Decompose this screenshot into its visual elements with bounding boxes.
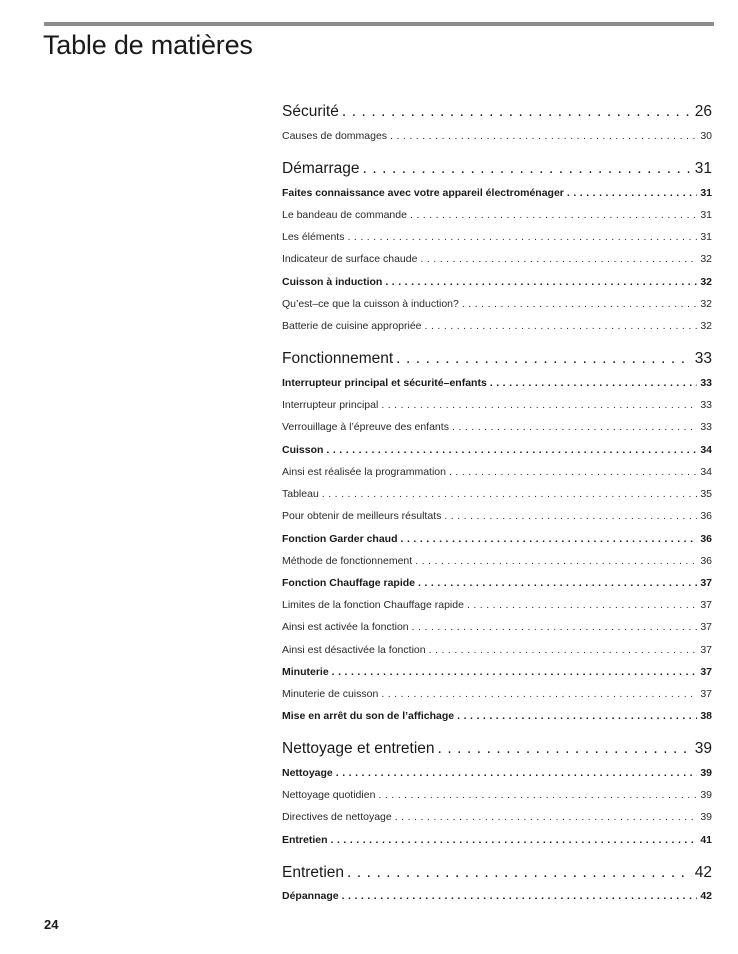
- toc-entry-label: Nettoyage et entretien: [282, 740, 435, 757]
- dot-leader: [457, 710, 697, 722]
- toc-entry-label: Ainsi est activée la fonction: [282, 621, 409, 633]
- toc-section[interactable]: [282, 533, 712, 545]
- toc-subsection[interactable]: [282, 466, 712, 478]
- toc-chapter[interactable]: [282, 160, 712, 178]
- toc-entry-page: 36: [700, 510, 712, 522]
- toc-entry-page: 36: [700, 533, 712, 545]
- toc-chapter[interactable]: [282, 350, 712, 368]
- dot-leader: [490, 377, 698, 389]
- toc-entry-page: 33: [700, 399, 712, 411]
- toc-entry-label: Interrupteur principal: [282, 399, 379, 411]
- toc-entry-page: 31: [700, 231, 712, 243]
- toc-entry-label: Qu’est–ce que la cuisson à induction?: [282, 298, 459, 310]
- dot-leader: [332, 666, 698, 678]
- toc-subsection[interactable]: [282, 488, 712, 500]
- dot-leader: [396, 350, 692, 368]
- toc-section[interactable]: [282, 710, 712, 722]
- dot-leader: [347, 231, 697, 243]
- toc-subsection[interactable]: [282, 399, 712, 411]
- toc-entry-page: 42: [694, 864, 712, 881]
- dot-leader: [412, 621, 698, 633]
- toc-entry-page: 32: [700, 253, 712, 265]
- toc-entry-page: 37: [700, 621, 712, 633]
- toc-entry-page: 32: [700, 298, 712, 310]
- toc-subsection[interactable]: [282, 599, 712, 611]
- toc-subsection[interactable]: [282, 209, 712, 221]
- dot-leader: [429, 644, 698, 656]
- toc-subsection[interactable]: [282, 130, 712, 142]
- toc-chapter[interactable]: [282, 864, 712, 882]
- toc-entry-page: 31: [700, 187, 712, 199]
- toc-entry-page: 33: [700, 421, 712, 433]
- toc-entry-label: Interrupteur principal et sécurité–enfants: [282, 377, 487, 389]
- toc-section[interactable]: [282, 444, 712, 456]
- toc-entry-label: Limites de la fonction Chauffage rapide: [282, 599, 464, 611]
- toc-entry-page: 34: [700, 466, 712, 478]
- toc-subsection[interactable]: [282, 298, 712, 310]
- dot-leader: [438, 740, 692, 758]
- toc-entry-label: Entretien: [282, 834, 328, 846]
- toc-entry-label: Méthode de fonctionnement: [282, 555, 413, 567]
- toc-subsection[interactable]: [282, 555, 712, 567]
- dot-leader: [342, 103, 692, 121]
- toc-entry-page: 39: [694, 740, 712, 757]
- toc-entry-page: 39: [700, 789, 712, 801]
- toc-entry-page: 37: [700, 688, 712, 700]
- page-title: Table de matières: [43, 30, 253, 60]
- toc-entry-label: Le bandeau de commande: [282, 209, 407, 221]
- toc-entry-page: 34: [700, 444, 712, 456]
- dot-leader: [420, 253, 697, 265]
- toc-entry-page: 37: [700, 644, 712, 656]
- toc-entry-label: Les éléments: [282, 231, 345, 243]
- toc-subsection[interactable]: [282, 510, 712, 522]
- toc-section[interactable]: [282, 890, 712, 902]
- toc-entry-page: 32: [700, 276, 712, 288]
- toc-subsection[interactable]: [282, 253, 712, 265]
- toc-entry-label: Indicateur de surface chaude: [282, 253, 418, 265]
- toc-section[interactable]: [282, 767, 712, 779]
- top-rule: [44, 22, 714, 26]
- dot-leader: [385, 276, 697, 288]
- toc-entry-page: 32: [700, 320, 712, 332]
- toc-entry-label: Nettoyage quotidien: [282, 789, 376, 801]
- dot-leader: [381, 688, 697, 700]
- toc-entry-label: Tableau: [282, 488, 319, 500]
- dot-leader: [363, 160, 692, 178]
- dot-leader: [395, 811, 698, 823]
- toc-entry-label: Cuisson: [282, 444, 324, 456]
- toc-section[interactable]: [282, 666, 712, 678]
- toc-entry-label: Entretien: [282, 864, 345, 881]
- toc-entry-page: 39: [700, 811, 712, 823]
- toc-entry-label: Sécurité: [282, 103, 339, 120]
- dot-leader: [331, 834, 698, 846]
- toc-entry-label: Nettoyage: [282, 767, 333, 779]
- toc-entry-label: Fonctionnement: [282, 350, 394, 367]
- toc-entry-label: Verrouillage à l’épreuve des enfants: [282, 421, 449, 433]
- toc-entry-label: Mise en arrêt du son de l’affichage: [282, 710, 455, 722]
- dot-leader: [390, 130, 697, 142]
- toc-section[interactable]: [282, 577, 712, 589]
- dot-leader: [467, 599, 697, 611]
- toc-entry-page: 39: [700, 767, 712, 779]
- toc-entry-label: Fonction Garder chaud: [282, 533, 398, 545]
- toc-entry-label: Minuterie de cuisson: [282, 688, 379, 700]
- toc-entry-page: 37: [700, 666, 712, 678]
- dot-leader: [444, 510, 697, 522]
- toc-section[interactable]: [282, 834, 712, 846]
- toc-entry-page: 38: [700, 710, 712, 722]
- dot-leader: [322, 488, 698, 500]
- toc-section[interactable]: [282, 377, 712, 389]
- toc-entry-label: Batterie de cuisine appropriée: [282, 320, 422, 332]
- toc-subsection[interactable]: [282, 644, 712, 656]
- dot-leader: [342, 890, 698, 902]
- dot-leader: [381, 399, 697, 411]
- dot-leader: [378, 789, 697, 801]
- toc-subsection[interactable]: [282, 811, 712, 823]
- toc-entry-label: Faites connaissance avec votre appareil électroménager: [282, 187, 564, 199]
- dot-leader: [425, 320, 698, 332]
- toc-entry-label: Ainsi est réalisée la programmation: [282, 466, 446, 478]
- toc-entry-page: 35: [700, 488, 712, 500]
- toc-entry-page: 37: [700, 599, 712, 611]
- dot-leader: [462, 298, 697, 310]
- toc-entry-page: 30: [700, 130, 712, 142]
- toc-entry-label: Minuterie: [282, 666, 329, 678]
- toc-section[interactable]: [282, 276, 712, 288]
- dot-leader: [326, 444, 697, 456]
- toc-chapter[interactable]: [282, 103, 712, 121]
- dot-leader: [336, 767, 698, 779]
- toc-entry-label: Ainsi est désactivée la fonction: [282, 644, 426, 656]
- dot-leader: [452, 421, 697, 433]
- dot-leader: [410, 209, 697, 221]
- dot-leader: [415, 555, 697, 567]
- dot-leader: [401, 533, 698, 545]
- toc-entry-label: Démarrage: [282, 160, 360, 177]
- dot-leader: [449, 466, 697, 478]
- toc-entry-page: 37: [700, 577, 712, 589]
- toc-entry-page: 26: [694, 103, 712, 120]
- toc-entry-label: Cuisson à induction: [282, 276, 383, 288]
- toc-entry-label: Causes de dommages: [282, 130, 388, 142]
- toc-section[interactable]: [282, 187, 712, 199]
- toc-entry-label: Dépannage: [282, 890, 339, 902]
- toc-chapter[interactable]: [282, 740, 712, 758]
- dot-leader: [418, 577, 697, 589]
- toc-entry-page: 33: [700, 377, 712, 389]
- toc-subsection[interactable]: [282, 421, 712, 433]
- toc-entry-label: Fonction Chauffage rapide: [282, 577, 416, 589]
- toc-subsection[interactable]: [282, 621, 712, 633]
- toc-subsection[interactable]: [282, 320, 712, 332]
- toc-entry-page: 31: [700, 209, 712, 221]
- toc-entry-label: Directives de nettoyage: [282, 811, 392, 823]
- toc-entry-page: 31: [694, 160, 712, 177]
- toc-subsection[interactable]: [282, 231, 712, 243]
- page-number: 24: [44, 917, 59, 932]
- dot-leader: [347, 864, 692, 882]
- dot-leader: [567, 187, 697, 199]
- toc-entry-page: 36: [700, 555, 712, 567]
- toc-subsection[interactable]: [282, 789, 712, 801]
- toc-entry-page: 42: [700, 890, 712, 902]
- toc-subsection[interactable]: [282, 688, 712, 700]
- toc-entry-label: Pour obtenir de meilleurs résultats: [282, 510, 442, 522]
- toc-entry-page: 41: [700, 834, 712, 846]
- toc-entry-page: 33: [694, 350, 712, 367]
